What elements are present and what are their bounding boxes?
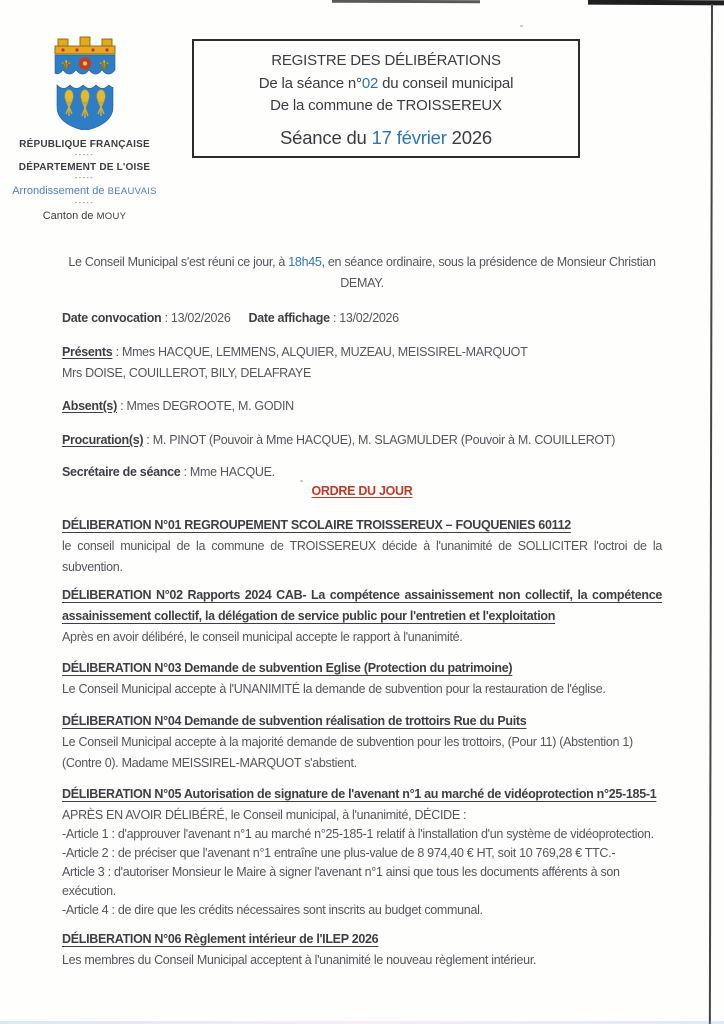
deliberation-05-decision-line: APRÈS EN AVOIR DÉLIBÉRÉ, le Conseil municipal, à l'unanimité, DÉCIDE : bbox=[62, 808, 467, 822]
commune-emblem-block bbox=[12, 34, 157, 224]
registre-header-box bbox=[192, 39, 580, 158]
canton-label: Canton de MOUY bbox=[42, 210, 127, 222]
deliberation-02-body: Après en avoir délibéré, le conseil municipal accepte le rapport à l'unanimité. bbox=[62, 630, 463, 644]
deliberation-05-article-2: -Article 2 : de préciser que l'avenant n°1 entraîne une plus-value de 8 974,40 € HT, soit 10 769,28 € TTC.- bbox=[62, 846, 616, 860]
deliberation-06-body: Les membres du Conseil Municipal acceptent à l'unanimité le nouveau règlement intérieur. bbox=[62, 953, 537, 967]
meeting-time: 18h45 bbox=[288, 255, 322, 269]
deliberation-03 bbox=[62, 658, 662, 700]
date-affichage-label: Date affichage bbox=[248, 311, 330, 325]
coat-of-arms-icon bbox=[49, 34, 121, 130]
scan-edge-line-right bbox=[709, 4, 713, 1024]
deliberation-04-title: DÉLIBERATION N°04 Demande de subvention réalisation de trottoirs Rue du Puits bbox=[62, 714, 527, 728]
departement-oise-label: DÉPARTEMENT DE L'OISE bbox=[18, 162, 151, 173]
presents-label: Présents bbox=[62, 345, 113, 359]
secretaire-line: Secrétaire de séance : Mme HACQUE. bbox=[62, 465, 275, 479]
separator-dashes: ----- bbox=[74, 152, 95, 159]
procurations-line: Procuration(s) : M. PINOT (Pouvoir à Mme HACQUE), M. SLAGMULDER (Pouvoir à M. COUILLEROT) bbox=[62, 433, 616, 447]
registre-title: REGISTRE DES DÉLIBÉRATIONS bbox=[271, 52, 501, 69]
scan-speck bbox=[520, 25, 523, 27]
presents-block: Présents : Mmes HACQUE, LEMMENS, ALQUIER, MUZEAU, MEISSIREL-MARQUOT Mrs DOISE, COUILLEROT, BILY, DELAFRAYE bbox=[62, 342, 662, 384]
deliberation-04-body: Le Conseil Municipal accepte à la majorité demande de subvention pour les trottoirs, (Pour 11) (Abstention 1) (Contre 0). Madame MEISSIREL-MARQUOT s'abstient. bbox=[62, 735, 633, 770]
date-affichage-value: 13/02/2026 bbox=[339, 311, 399, 325]
seance-date: 17 février bbox=[371, 126, 447, 148]
deliberation-06 bbox=[62, 929, 662, 971]
document-body bbox=[62, 252, 662, 971]
seance-number: 02 bbox=[361, 74, 379, 92]
secretaire-value: Mme HACQUE. bbox=[189, 465, 275, 479]
absents-label: Absent(s) bbox=[62, 399, 117, 413]
deliberation-01-title: DÉLIBERATION N°01 REGROUPEMENT SCOLAIRE TROISSEREUX – FOUQUENIES 60112 bbox=[62, 518, 571, 532]
deliberation-05-article-1: -Article 1 : d'approuver l'avenant n°1 au marché n°25-185-1 relatif à l'installation d'un système de vidéoprotection. bbox=[62, 827, 654, 841]
deliberation-01 bbox=[62, 515, 662, 578]
ordre-du-jour-heading: ORDRE DU JOUR bbox=[311, 484, 413, 498]
secretaire-label: Secrétaire de séance bbox=[62, 465, 181, 479]
procurations-label: Procuration(s) bbox=[62, 433, 144, 447]
presents-value-line2: Mrs DOISE, COUILLEROT, BILY, DELAFRAYE bbox=[62, 366, 312, 380]
commune-line: De la commune de TROISSEREUX bbox=[270, 97, 502, 114]
separator-dashes: ----- bbox=[74, 175, 95, 182]
deliberation-05-article-3: Article 3 : d'autoriser Monsieur le Maire à signer l'avenant n°1 ainsi que tous les documents afférents à son exécution. bbox=[62, 865, 620, 898]
deliberation-03-title: DÉLIBERATION N°03 Demande de subvention Eglise (Protection du patrimoine) bbox=[62, 661, 513, 675]
presents-value: Mmes HACQUE, LEMMENS, ALQUIER, MUZEAU, MEISSIREL-MARQUOT bbox=[121, 345, 528, 359]
deliberation-02-title: DÉLIBERATION N°02 Rapports 2024 CAB- La compétence assainissement non collectif, la compétence assainissement collectif, la délégation de service public pour l'entretien et l'exploitation bbox=[62, 588, 662, 623]
deliberation-01-body: le conseil municipal de la commune de TROISSEREUX décide à l'unanimité de SOLLICITER l'octroi de la subvention. bbox=[62, 539, 662, 574]
seance-date-line: Séance du 17 février 2026 bbox=[279, 126, 493, 148]
date-convocation-label: Date convocation bbox=[62, 311, 162, 325]
svg-text:⚜: ⚜ bbox=[97, 56, 110, 73]
svg-text:⚜: ⚜ bbox=[59, 56, 72, 73]
intro-paragraph: Le Conseil Municipal s'est réuni ce jour, à 18h45, en séance ordinaire, sous la présidence de Monsieur Christian DEMAY. bbox=[68, 255, 656, 290]
deliberation-02 bbox=[62, 585, 662, 648]
deliberation-03-body: Le Conseil Municipal accepte à l'UNANIMITÉ la demande de subvention pour la restauration de l'église. bbox=[62, 682, 606, 696]
absents-value: Mmes DEGROOTE, M. GODIN bbox=[126, 399, 294, 413]
procurations-value: M. PINOT (Pouvoir à Mme HACQUE), M. SLAGMULDER (Pouvoir à M. COUILLEROT) bbox=[152, 433, 616, 447]
separator-dashes: ----- bbox=[74, 200, 95, 207]
scan-edge-line-top-right bbox=[588, 0, 724, 5]
seance-number-line: De la séance n°02 du conseil municipal bbox=[258, 74, 514, 92]
date-convocation-value: 13/02/2026 bbox=[170, 311, 231, 325]
scan-edge-line-top-left bbox=[332, 0, 480, 3]
deliberation-06-title: DÉLIBERATION N°06 Règlement intérieur de l'ILEP 2026 bbox=[62, 932, 379, 946]
absents-line: Absent(s) : Mmes DEGROOTE, M. GODIN bbox=[62, 399, 294, 413]
deliberation-04 bbox=[62, 711, 662, 774]
deliberation-05-article-4: -Article 4 : de dire que les crédits nécessaires sont inscrits au budget communal. bbox=[62, 903, 483, 917]
dates-line: Date convocation : 13/02/2026 Date affichage : 13/02/2026 bbox=[62, 311, 399, 325]
deliberation-05 bbox=[62, 785, 662, 920]
republique-francaise-label: RÉPUBLIQUE FRANÇAISE bbox=[19, 139, 150, 150]
arrondissement-label: Arrondissement de BEAUVAIS bbox=[12, 185, 157, 197]
deliberation-05-title: DÉLIBERATION N°05 Autorisation de signature de l'avenant n°1 au marché de vidéoprotection n°25-185-1 bbox=[62, 787, 657, 801]
